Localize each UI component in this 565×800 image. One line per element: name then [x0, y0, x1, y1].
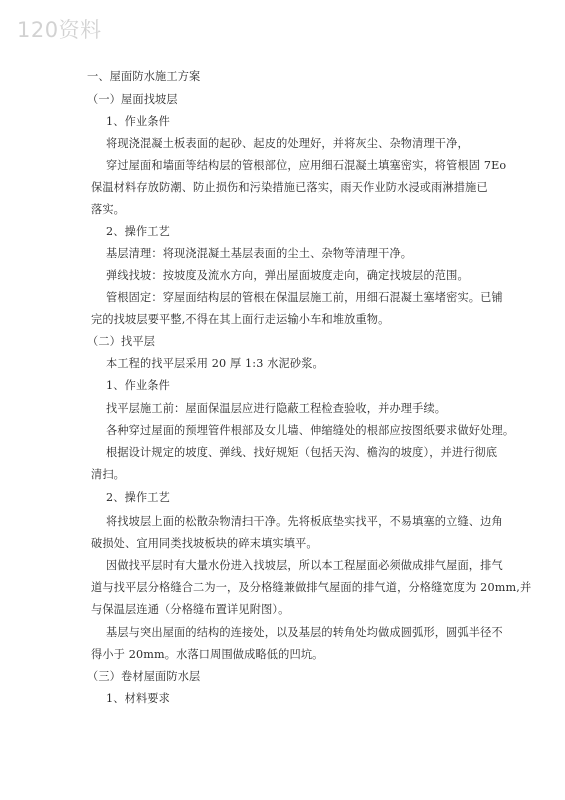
paragraph-line: 落实。 [91, 203, 126, 216]
subsection-title: 2、操作工艺 [106, 225, 170, 238]
paragraph-line: 管根固定：穿屋面结构层的管根在保温层施工前，用细石混凝土塞堵密实。已铺 [106, 291, 503, 304]
paragraph-line: 得小于 20mm。水落口周围做成略低的凹坑。 [91, 648, 324, 661]
watermark-logo: 120资料 [17, 18, 102, 42]
subsection-title: 1、材料要求 [106, 692, 170, 705]
paragraph-line: 完的找坡层要平整,不得在其上面行走运输小车和堆放重物。 [91, 313, 390, 326]
section-heading-3: （三）卷材屋面防水层 [87, 670, 201, 683]
paragraph-line: 保温材料存放防潮、防止损伤和污染措施已落实，雨天作业防水浸或雨淋措施已 [91, 181, 488, 194]
subsection-title: 2、操作工艺 [106, 491, 170, 504]
paragraph-line: 根据设计规定的坡度、弹线、找好规矩（包括天沟、檐沟的坡度），并进行彻底 [106, 446, 498, 459]
paragraph-line: 清扫。 [91, 468, 126, 481]
paragraph-line: 穿过屋面和墙面等结构层的管根部位，应用细石混凝土填塞密实，将管根固 7Eo [106, 159, 507, 172]
paragraph-line: 基层清理：将现浇混凝土基层表面的尘土、杂物等清理干净。 [106, 247, 413, 260]
subsection-title: 1、作业条件 [106, 379, 170, 392]
paragraph-line: 道与找平层分格缝合二为一，及分格缝兼做排气屋面的排气道，分格缝宽度为 20mm,并 [91, 581, 532, 594]
paragraph-line: 破损处、宜用同类找坡板块的碎末填实填平。 [91, 537, 318, 550]
paragraph-line: 将现浇混凝土板表面的起砂、起皮的处理好，并将灰尘、杂物清理干净， [106, 137, 469, 150]
paragraph-line: 与保温层连通（分格缝布置详见附图）。 [91, 603, 290, 616]
section-heading-2: （二）找平层 [87, 335, 156, 348]
document-title: 一、屋面防水施工方案 [87, 70, 201, 83]
paragraph-line: 各种穿过屋面的预埋管件根部及女儿墙、伸缩缝处的根部应按图纸要求做好处理。 [106, 424, 515, 437]
paragraph-line: 本工程的找平层采用 20 厚 1:3 水泥砂浆。 [106, 357, 324, 370]
paragraph-line: 将找坡层上面的松散杂物清扫干净。先将板底垫实找平，不易填塞的立缝、边角 [106, 515, 503, 528]
paragraph-line: 找平层施工前：屋面保温层应进行隐蔽工程检查验收，并办理手续。 [106, 402, 447, 415]
section-heading-1: （一）屋面找坡层 [87, 93, 178, 106]
paragraph-line: 因做找平层时有大量水份进入找坡层，所以本工程屋面必须做成排气屋面，排气 [106, 559, 503, 572]
paragraph-line: 弹线找坡：按坡度及流水方向，弹出屋面坡度走向，确定找坡层的范围。 [106, 269, 469, 282]
paragraph-line: 基层与突出屋面的结构的连接处，以及基层的转角处均做成圆弧形，圆弧半径不 [106, 626, 503, 639]
subsection-title: 1、作业条件 [106, 115, 170, 128]
